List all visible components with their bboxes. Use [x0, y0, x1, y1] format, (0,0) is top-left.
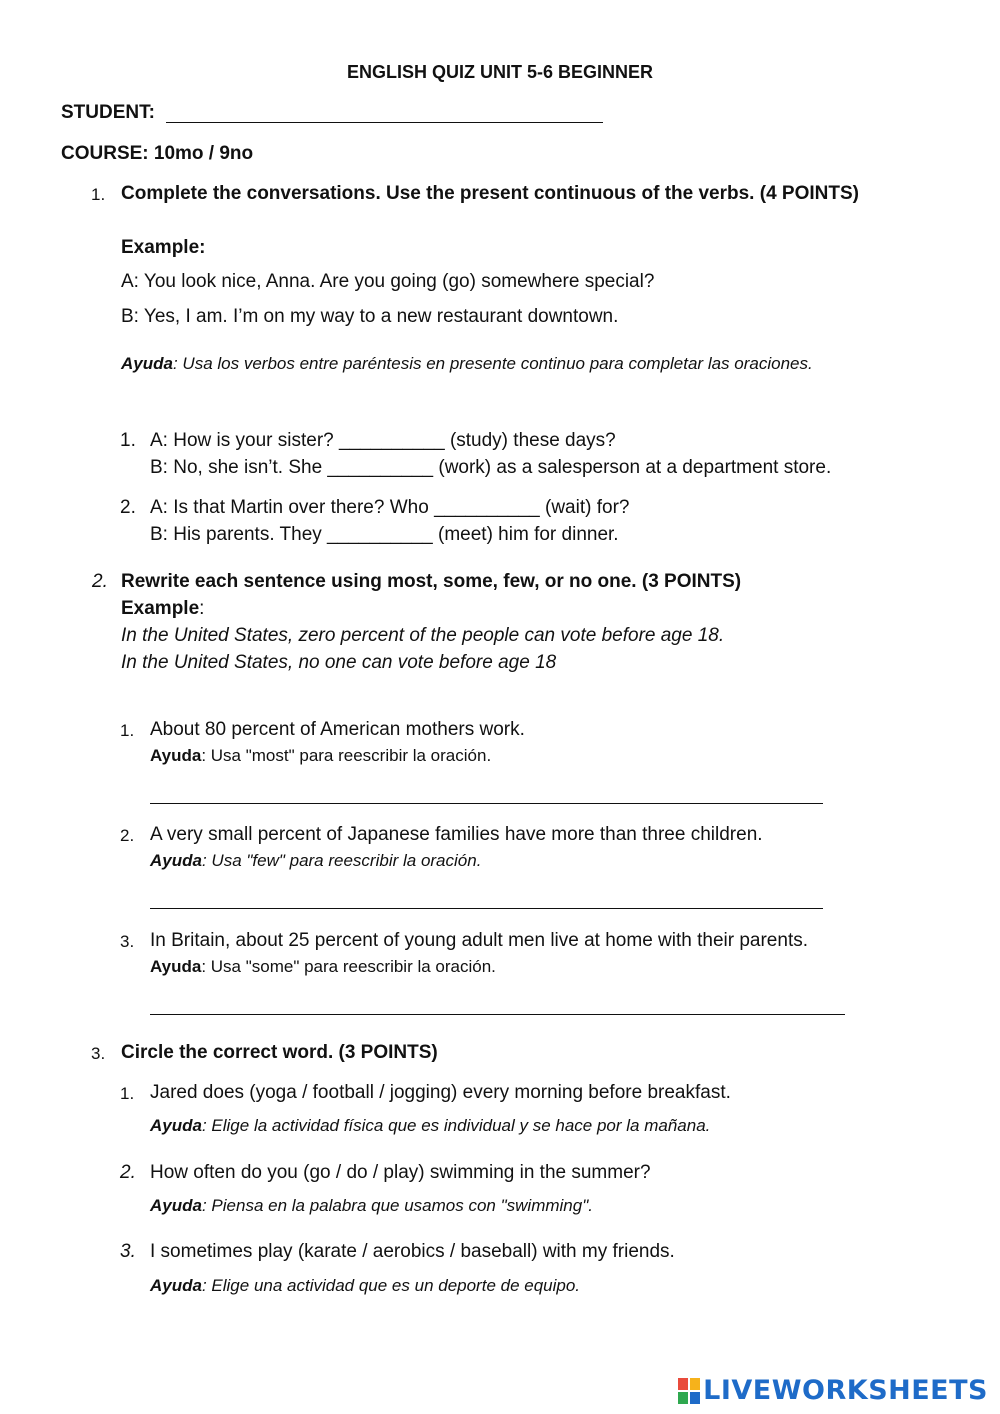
liveworksheets-logo	[678, 1375, 988, 1406]
s2-item1-number: 1.	[120, 721, 135, 740]
s3-item3-help: Ayuda: Elige una actividad que es un deporte de equipo.	[150, 1276, 581, 1295]
page-title: ENGLISH QUIZ UNIT 5-6 BEGINNER	[346, 62, 654, 82]
s2-item3-number: 3.	[120, 932, 135, 951]
section1-example-a: A: You look nice, Anna. Are you going (go) somewhere special?	[121, 271, 655, 292]
s2-item1-answer-line[interactable]	[150, 803, 823, 804]
s2-item2-answer-line[interactable]	[150, 908, 823, 909]
s1-item1-line-b[interactable]: B: No, she isn’t. She __________ (work) as a salesperson at a department store.	[150, 457, 832, 478]
section2-example-1: In the United States, zero percent of the people can vote before age 18.	[121, 625, 725, 646]
s3-item1-sentence[interactable]: Jared does (yoga / football / jogging) every morning before breakfast.	[150, 1082, 731, 1103]
s3-item2-help: Ayuda: Piensa en la palabra que usamos con "swimming".	[150, 1196, 593, 1215]
section1-example-b: B: Yes, I am. I’m on my way to a new restaurant downtown.	[121, 306, 619, 327]
help-label: Ayuda	[121, 354, 173, 373]
s2-item2-sentence: A very small percent of Japanese families have more than three children.	[150, 824, 763, 845]
section2-instruction: Rewrite each sentence using most, some, few, or no one. (3 POINTS)	[121, 571, 742, 592]
s2-item3-sentence: In Britain, about 25 percent of young adult men live at home with their parents.	[150, 930, 808, 951]
s3-item2-sentence[interactable]: How often do you (go / do / play) swimming in the summer?	[150, 1162, 651, 1183]
help-text: : Usa los verbos entre paréntesis en presente continuo para completar las oraciones.	[172, 354, 813, 373]
s3-item3-number: 3.	[120, 1241, 136, 1262]
section3-number: 3.	[91, 1044, 106, 1063]
s1-item2-line-b[interactable]: B: His parents. They __________ (meet) him for dinner.	[150, 524, 619, 545]
s2-item2-number: 2.	[120, 826, 135, 845]
s2-item3-answer-line[interactable]	[150, 1014, 845, 1015]
s3-item1-help: Ayuda: Elige la actividad física que es individual y se hace por la mañana.	[150, 1116, 711, 1135]
section3-instruction: Circle the correct word. (3 POINTS)	[121, 1042, 438, 1063]
s1-item1-number: 1.	[120, 430, 136, 451]
section1-instruction: Complete the conversations. Use the present continuous of the verbs. (4 POINTS)	[121, 183, 859, 204]
s2-item1-help: Ayuda: Usa "most" para reescribir la oración.	[150, 746, 492, 765]
section1-number: 1.	[91, 185, 106, 204]
section1-help	[121, 354, 813, 374]
liveworksheets-logo-icon	[678, 1378, 700, 1404]
student-label: STUDENT:	[61, 102, 155, 123]
s1-item1-line-a[interactable]: A: How is your sister? __________ (study) these days?	[150, 430, 616, 451]
section1-example-label: Example:	[121, 237, 206, 258]
s2-item1-sentence: About 80 percent of American mothers work.	[150, 719, 525, 740]
s2-item2-help: Ayuda: Usa "few" para reescribir la oración.	[150, 851, 482, 870]
s1-item2-number: 2.	[120, 497, 136, 518]
s3-item2-number: 2.	[120, 1162, 136, 1183]
section2-number: 2.	[92, 571, 108, 592]
s3-item3-sentence[interactable]: I sometimes play (karate / aerobics / baseball) with my friends.	[150, 1241, 675, 1262]
logo-text: LIVEWORKSHEETS	[703, 1375, 988, 1406]
section2-example-label: Example:	[121, 598, 205, 619]
s2-item3-help: Ayuda: Usa "some" para reescribir la oración.	[150, 957, 496, 976]
s3-item1-number: 1.	[120, 1084, 135, 1103]
section2-example-2: In the United States, no one can vote before age 18	[121, 652, 557, 673]
course-label: COURSE: 10mo / 9no	[61, 143, 254, 164]
s1-item2-line-a[interactable]: A: Is that Martin over there? Who __________ (wait) for?	[150, 497, 630, 518]
student-name-blank[interactable]	[166, 122, 603, 123]
